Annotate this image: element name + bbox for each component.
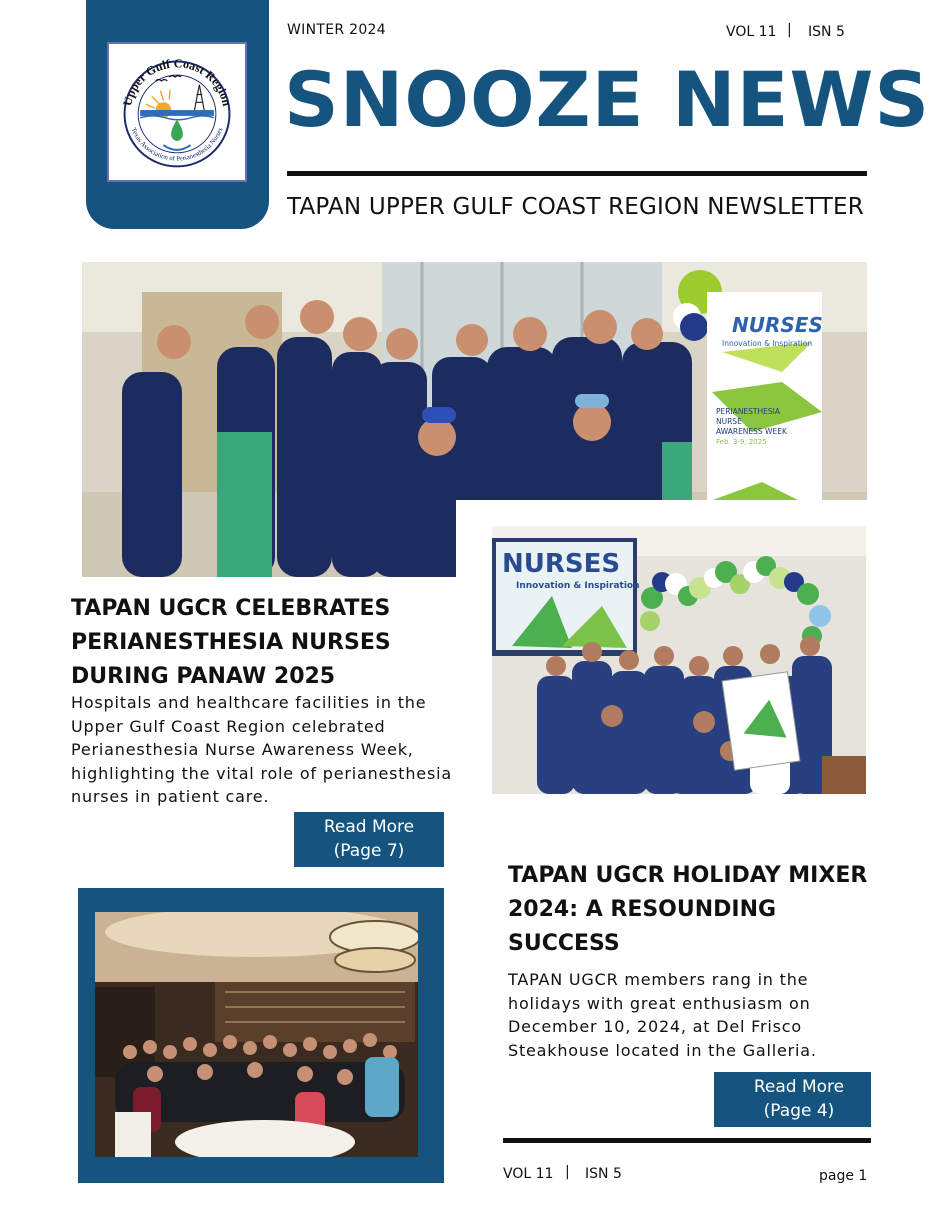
read-more-page-ref: (Page 4): [763, 1101, 835, 1121]
footer-divider: [503, 1138, 871, 1143]
issue-number-label: ISN 5: [808, 24, 845, 40]
article-2-body: TAPAN UGCR members rang in the holidays with great enthusiasm on December 10, 2024, at Del Frisco Steakhouse located in the Galleria.: [508, 970, 817, 1060]
banner-line-3: AWARENESS WEEK: [716, 427, 787, 436]
read-more-page-ref: (Page 7): [333, 841, 405, 861]
banner-brand: NURSES: [732, 313, 823, 337]
banner-tagline: Innovation & Inspiration: [722, 339, 813, 348]
screen-tagline: Innovation & Inspiration: [516, 581, 640, 591]
article-1-body: Hospitals and healthcare facilities in the Upper Gulf Coast Region celebrated Perianesthesia Nurse Awareness Week, highlighting the vital role of perianesthesia nurses in patient care.: [71, 693, 452, 806]
read-more-label: Read More: [753, 1077, 845, 1097]
volume-separator: |: [787, 22, 792, 38]
read-more-page-7-button[interactable]: [294, 812, 444, 867]
footer-volume-label: VOL 11: [503, 1166, 554, 1182]
organization-logo: [107, 42, 247, 182]
logo-emblem: [109, 44, 245, 180]
logo-badge: [86, 0, 269, 229]
newsletter-title: SNOOZE NEWS: [284, 55, 931, 144]
newsletter-subtitle: TAPAN UPPER GULF COAST REGION NEWSLETTER: [287, 194, 864, 220]
banner-dates: Feb. 3-9, 2025: [716, 438, 767, 446]
banner-line-2: NURSE: [716, 417, 742, 426]
issue-season: WINTER 2024: [287, 22, 386, 38]
volume-label: VOL 11: [726, 24, 777, 40]
article-1-headline: TAPAN UGCR CELEBRATES PERIANESTHESIA NURSES DURING PANAW 2025: [71, 596, 391, 689]
read-more-label: Read More: [323, 817, 415, 837]
article-2-headline: TAPAN UGCR HOLIDAY MIXER 2024: A RESOUNDING SUCCESS: [508, 863, 868, 956]
masthead-divider: [287, 171, 867, 176]
holiday-mixer-photo: [95, 912, 418, 1157]
logo-ring-text: Texas Association of Perianesthesia Nurses: [129, 126, 225, 163]
banner-line-1: PERIANESTHESIA: [716, 407, 780, 416]
logo-arc-text: Upper Gulf Coast Region: [120, 56, 234, 108]
footer-issue-number: ISN 5: [585, 1166, 622, 1182]
nurses-week-team-photo: [492, 526, 866, 794]
read-more-page-4-button[interactable]: [714, 1072, 871, 1127]
page-number: page 1: [819, 1168, 868, 1184]
screen-brand: NURSES: [502, 549, 621, 579]
footer-separator: |: [565, 1164, 570, 1180]
